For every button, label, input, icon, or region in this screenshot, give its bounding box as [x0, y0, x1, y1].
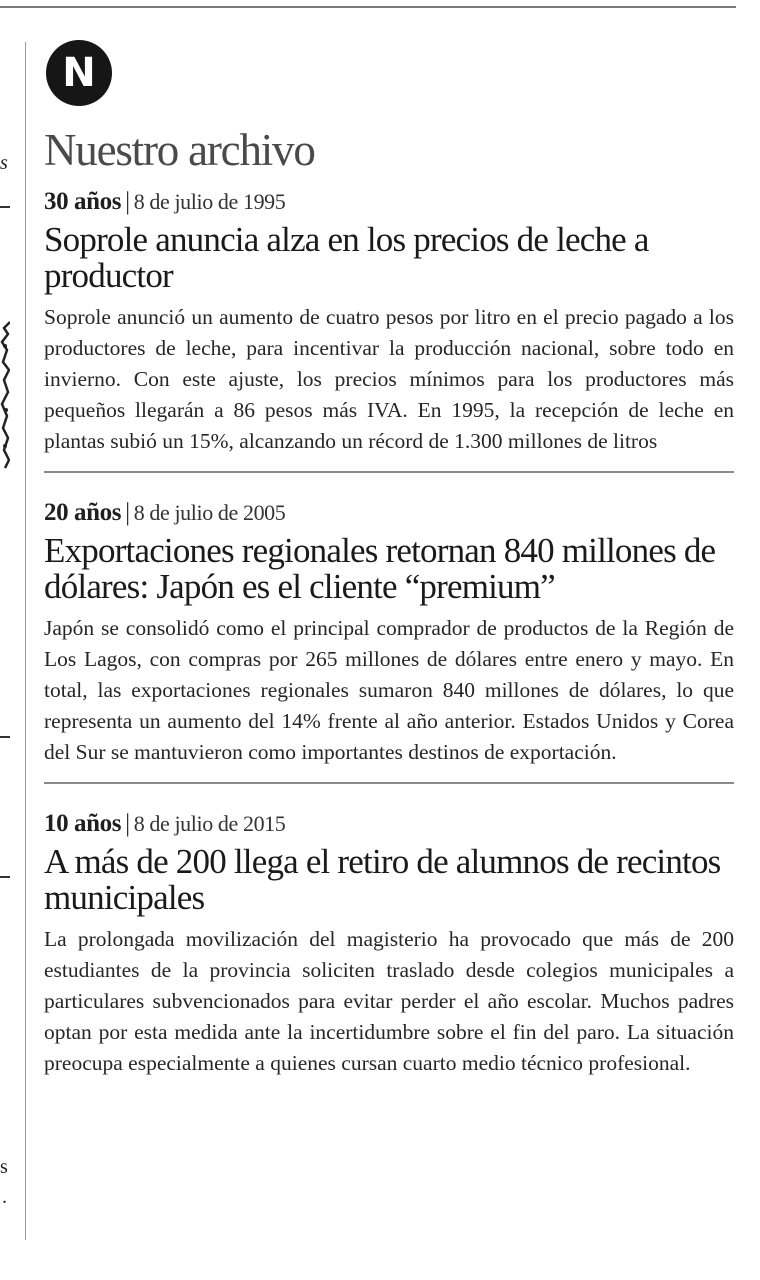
entry-date: 8 de julio de 1995	[133, 189, 286, 214]
entry-kicker	[44, 497, 734, 529]
archive-entry	[44, 186, 734, 471]
margin-dash	[0, 206, 10, 208]
section-logo	[46, 40, 112, 106]
margin-fragment: .	[2, 1186, 7, 1208]
entry-kicker	[44, 186, 734, 218]
entry-body: La prolongada movilización del magisterio ha provocado que más de 200 estudiantes de la provincia soliciten traslado desde colegios municipales a particulares subvencionados para evitar perder el año escolar. Muchos padres optan por esta medida ante la incertidumbre sobre el fin del paro. La situación preocupa especialmente a quienes cursan cuarto medio técnico profesional.	[44, 927, 734, 1075]
margin-dash	[0, 876, 10, 878]
entry-kicker	[44, 808, 734, 840]
archive-entry	[44, 782, 734, 1093]
entry-headline: Soprole anuncia alza en los precios de leche a productor	[44, 220, 649, 295]
entry-date: 8 de julio de 2005	[133, 500, 286, 525]
years-ago: 10 años	[44, 810, 122, 837]
kicker-separator: |	[125, 499, 130, 526]
archive-entry	[44, 471, 734, 782]
archive-column	[44, 40, 734, 1093]
entry-headline: Exportaciones regionales retornan 840 millones de dólares: Japón es el cliente “premium”	[44, 531, 716, 606]
entry-headline: A más de 200 llega el retiro de alumnos de recintos municipales	[44, 842, 721, 917]
logo-letter: N	[62, 50, 96, 96]
margin-fragment: s	[0, 1156, 8, 1178]
entry-body: Soprole anunció un aumento de cuatro pesos por litro en el precio pagado a los productores de leche, para incentivar la producción nacional, sobre todo en invierno. Con este ajuste, los precios mínimos para los productores más pequeños llegarán a 86 pesos más IVA. En 1995, la recepción de leche en plantas subió un 15%, alcanzando un récord de 1.300 millones de litros	[44, 305, 734, 453]
margin-fragment: s	[0, 152, 8, 174]
entry-body: Japón se consolidó como el principal comprador de productos de la Región de Los Lagos, con compras por 265 millones de dólares entre enero y mayo. En total, las exportaciones regionales sumaron 840 millones de dólares, lo que representa un aumento del 14% frente al año anterior. Estados Unidos y Corea del Sur se mantuvieron como importantes destinos de exportación.	[44, 616, 734, 764]
years-ago: 30 años	[44, 188, 122, 215]
kicker-separator: |	[125, 188, 130, 215]
column-divider	[25, 42, 26, 1240]
kicker-separator: |	[125, 810, 130, 837]
top-rule	[0, 6, 736, 8]
margin-dash	[0, 736, 10, 738]
years-ago: 20 años	[44, 499, 122, 526]
section-title: Nuestro archivo	[44, 125, 315, 175]
entry-date: 8 de julio de 2015	[133, 811, 286, 836]
margin-ornament-fragment	[0, 320, 10, 470]
